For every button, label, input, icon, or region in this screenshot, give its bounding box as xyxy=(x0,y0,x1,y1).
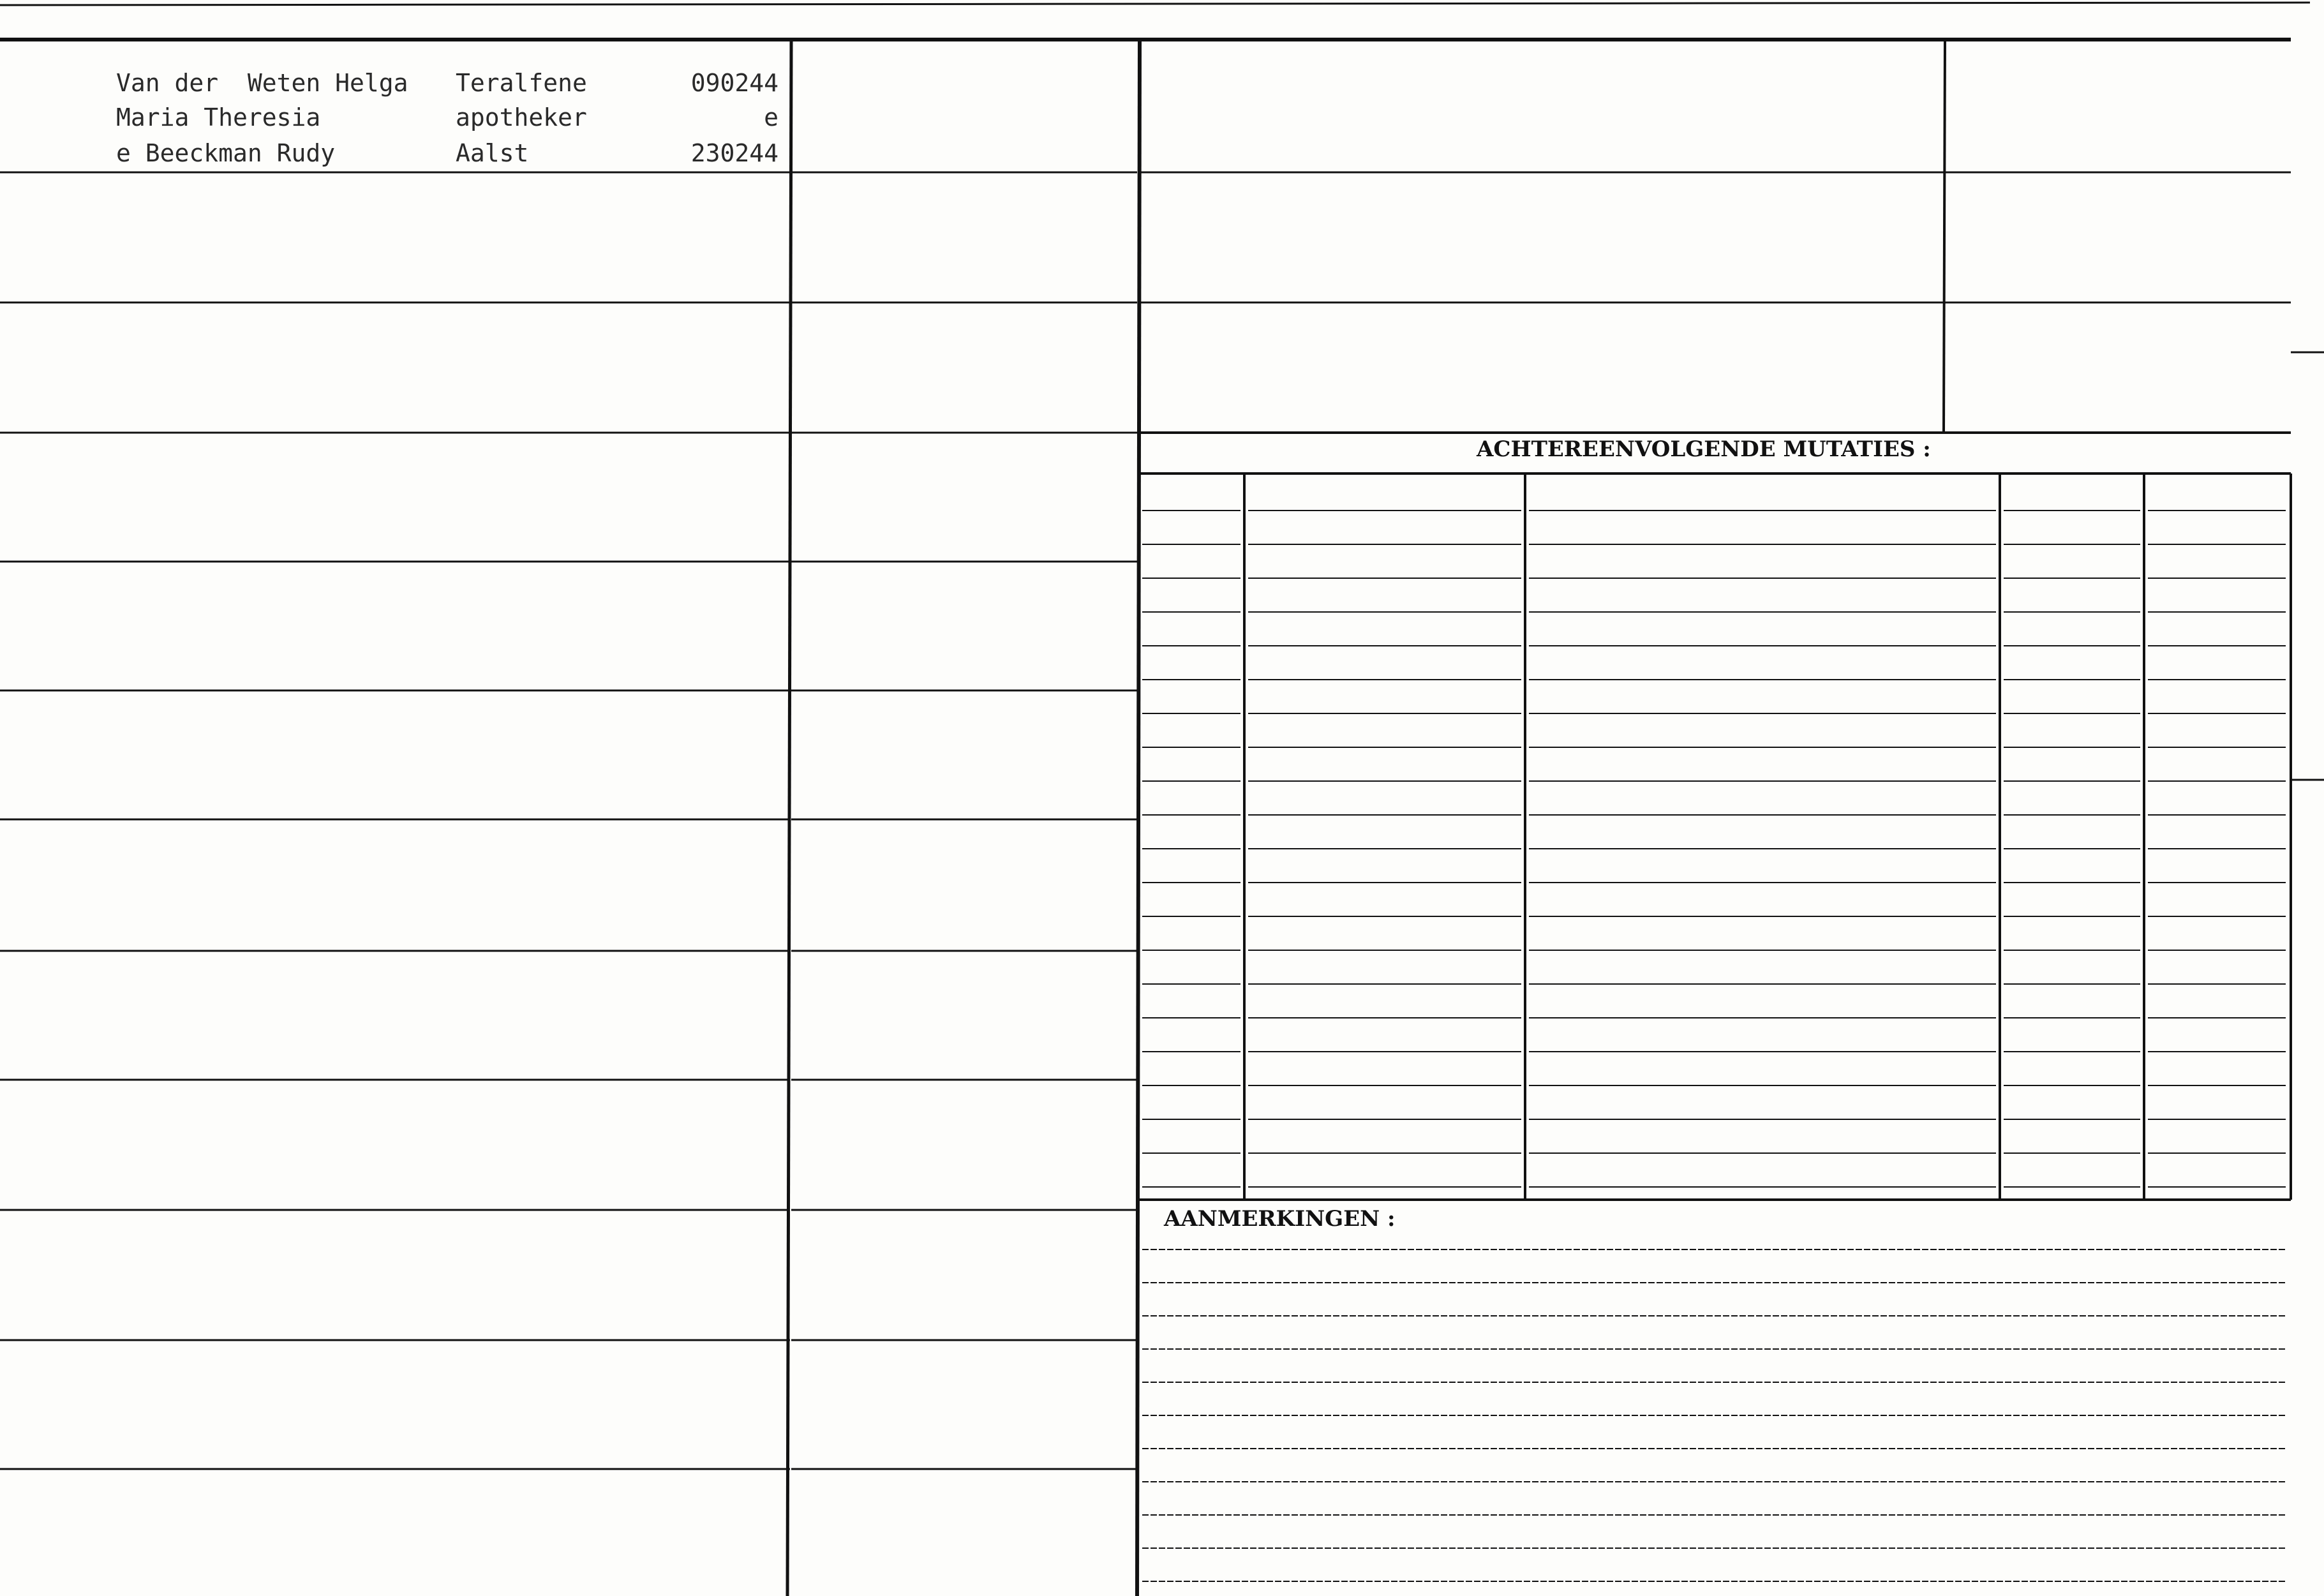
record-code-line-2: e xyxy=(764,103,778,131)
record-name-line-3: e Beeckman Rudy xyxy=(116,139,336,167)
record-product-line-2: apotheker xyxy=(456,103,587,131)
top-edge-line xyxy=(0,3,2310,5)
record-product-line-1: Teralfene xyxy=(456,69,587,97)
record-name-line-1: Van der Weten Helga xyxy=(116,69,408,97)
record-name-line-2: Maria Theresia xyxy=(116,103,321,131)
mutations-heading: ACHTEREENVOLGENDE MUTATIES : xyxy=(1477,436,1931,462)
record-code-line-1: 090244 xyxy=(690,69,778,97)
upper-right-divider xyxy=(1944,40,1945,431)
middle-column-divider xyxy=(1137,40,1140,1596)
left-column-divider xyxy=(787,40,791,1596)
remarks-heading: AANMERKINGEN : xyxy=(1164,1206,1396,1232)
record-product-line-3: Aalst xyxy=(456,139,529,167)
record-code-line-3: 230244 xyxy=(690,139,778,167)
